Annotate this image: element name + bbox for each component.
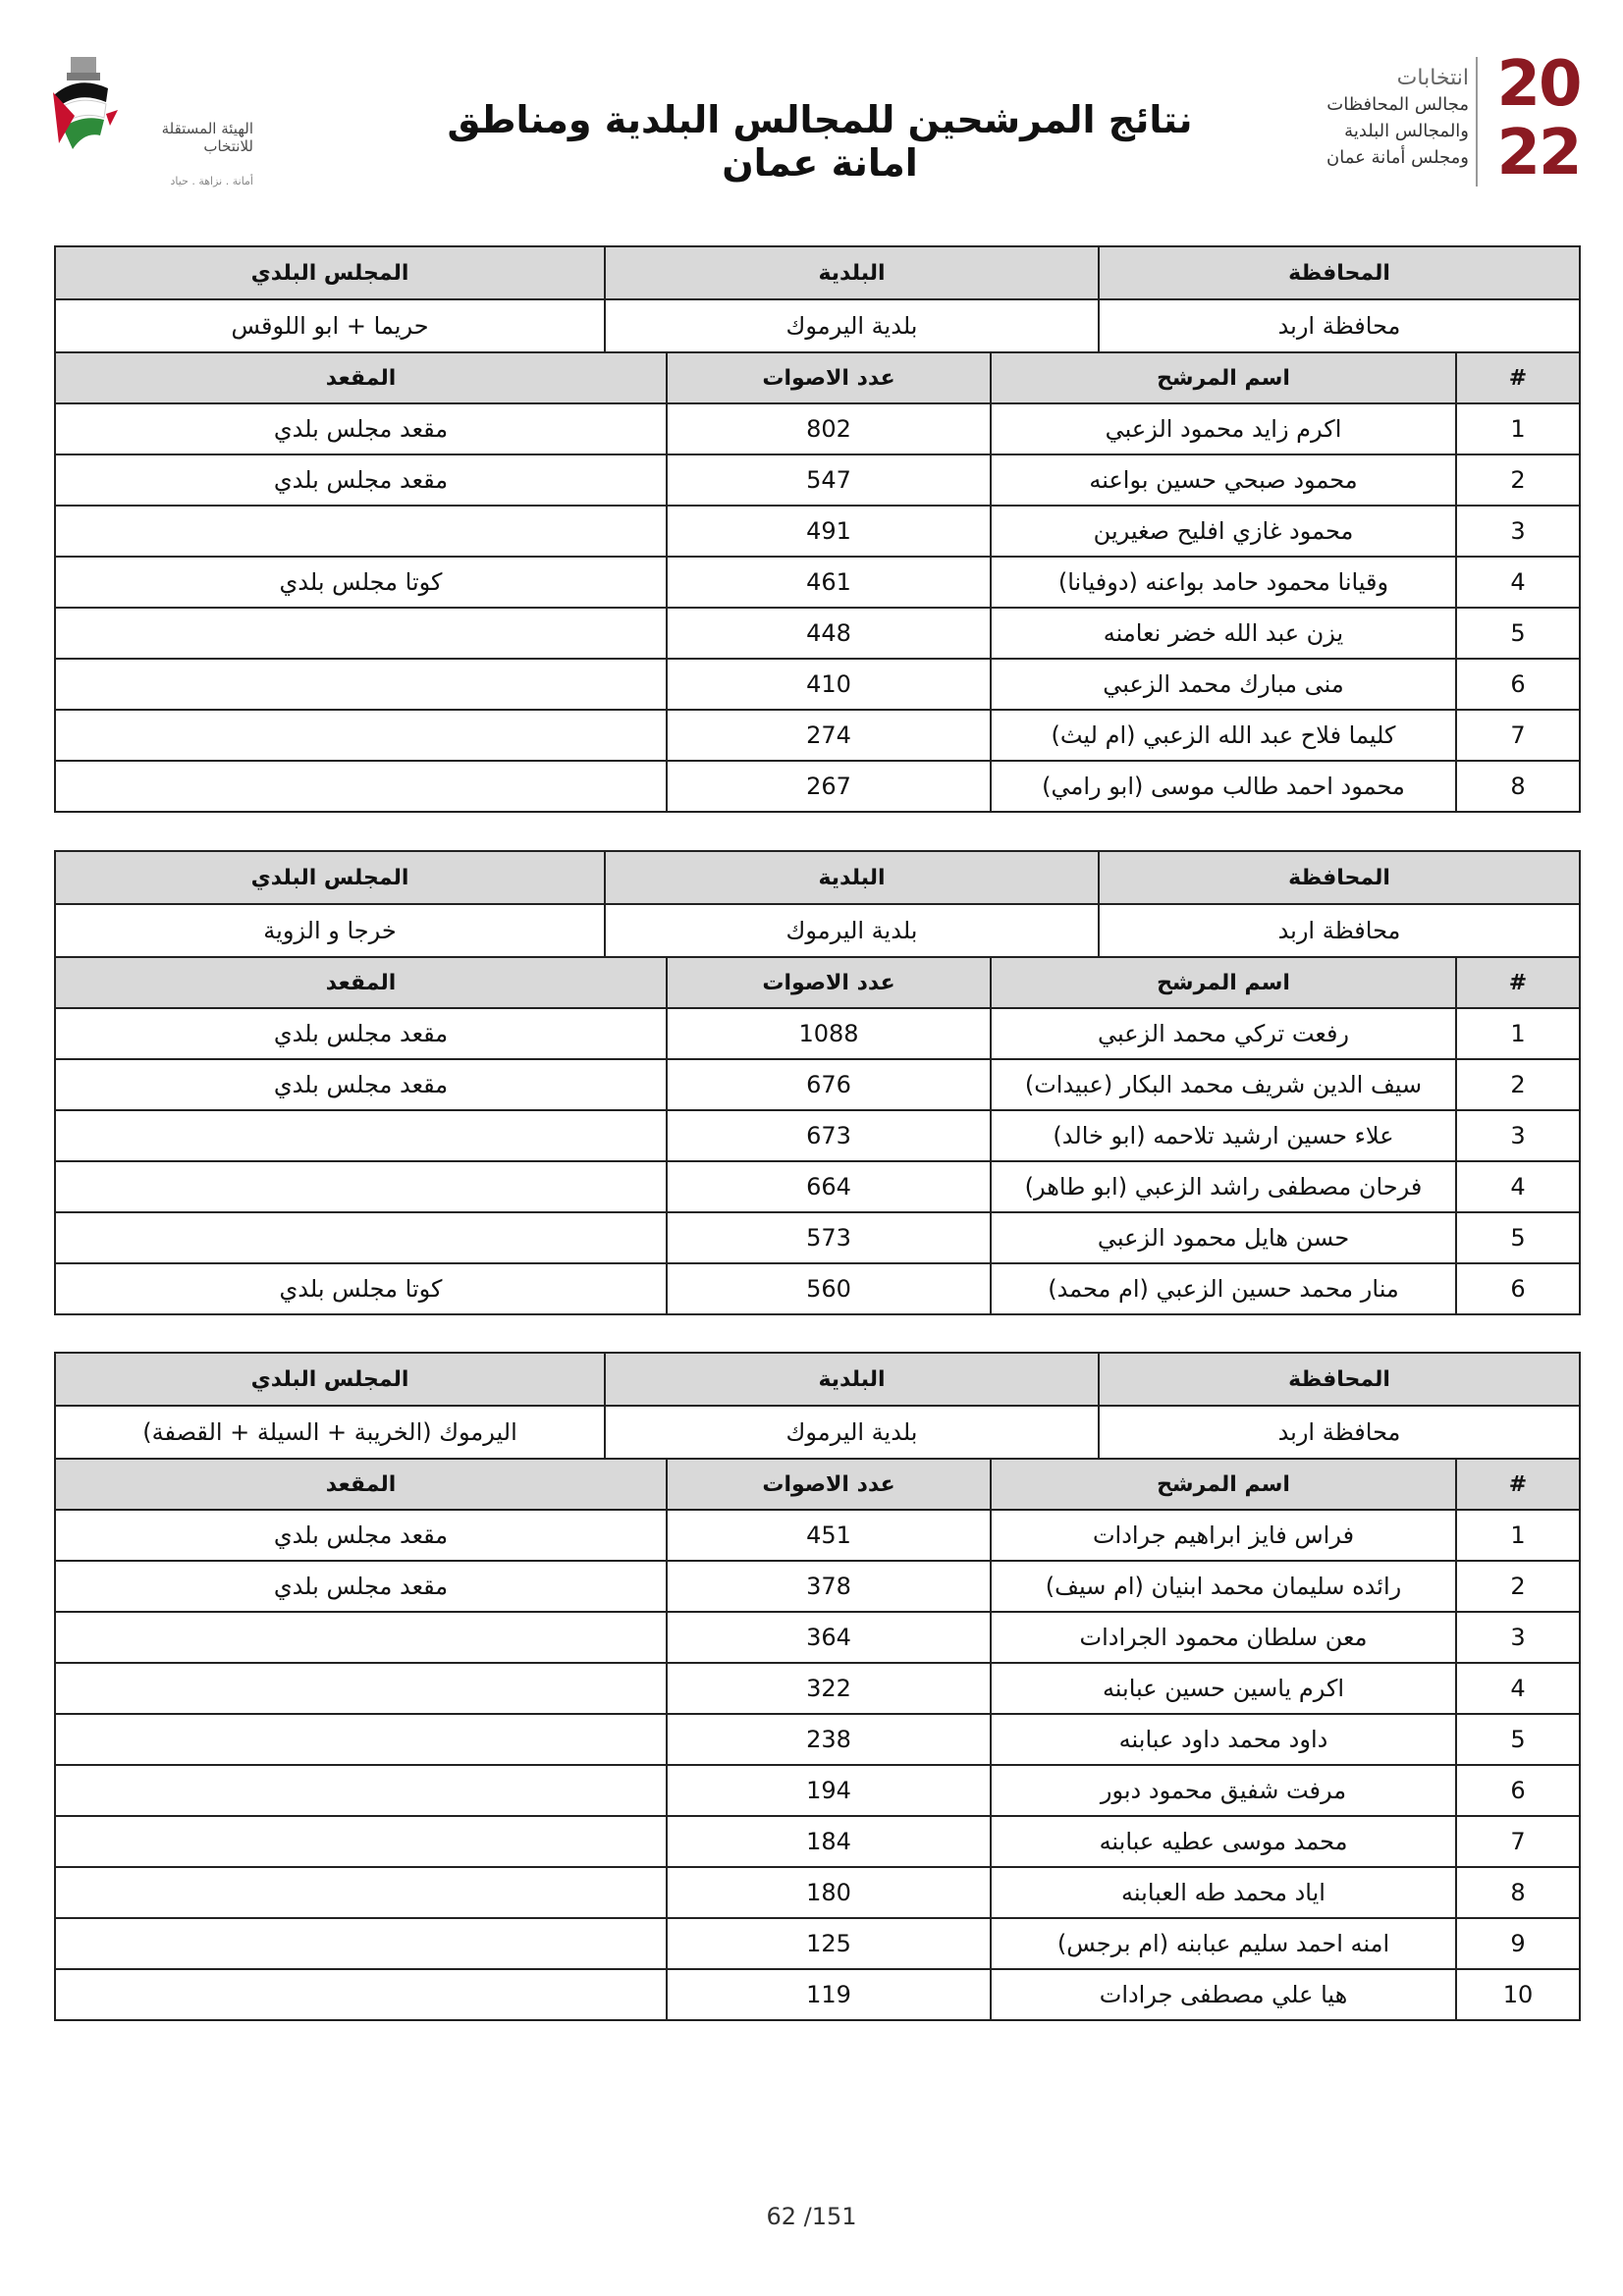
year-bottom: 22 (1496, 117, 1581, 189)
location-table (54, 245, 1581, 353)
seat-type (55, 1816, 667, 1867)
municipality-value: بلدية اليرموك (605, 1406, 1099, 1459)
table-row (55, 1161, 1580, 1212)
vote-count: 322 (667, 1663, 991, 1714)
elections-logo-line1: انتخابات (1396, 66, 1469, 90)
seat-type: مقعد مجلس بلدي (55, 454, 667, 506)
candidates-header-row (55, 352, 1580, 403)
elections-2022-logo (1296, 48, 1591, 198)
elections-logo-text (1296, 65, 1469, 171)
location-table (54, 1352, 1581, 1460)
row-number: 5 (1456, 608, 1580, 659)
elections-logo-line4: ومجلس أمانة عمان (1326, 147, 1469, 168)
vote-count: 802 (667, 403, 991, 454)
results-section (54, 245, 1579, 813)
seat-type (55, 1867, 667, 1918)
governorate-value: محافظة اربد (1099, 904, 1580, 957)
row-number: 2 (1456, 454, 1580, 506)
elections-logo-line3: والمجالس البلدية (1344, 121, 1469, 141)
governorate-header: المحافظة (1099, 851, 1580, 904)
vote-count: 267 (667, 761, 991, 812)
vote-count: 560 (667, 1263, 991, 1314)
council-header: المجلس البلدي (55, 851, 605, 904)
seat-header: المقعد (55, 957, 667, 1008)
candidate-name: محمود احمد طالب موسى (ابو رامي) (991, 761, 1456, 812)
row-number: 1 (1456, 403, 1580, 454)
candidate-name: محمود غازي افليح صغيرين (991, 506, 1456, 557)
vote-count: 573 (667, 1212, 991, 1263)
vote-count: 125 (667, 1918, 991, 1969)
table-row (55, 1765, 1580, 1816)
candidate-name: رائده سليمان محمد ابنيان (ام سيف) (991, 1561, 1456, 1612)
row-number: 8 (1456, 1867, 1580, 1918)
vote-count: 491 (667, 506, 991, 557)
vote-count: 378 (667, 1561, 991, 1612)
row-number: 6 (1456, 659, 1580, 710)
table-row (55, 1663, 1580, 1714)
seat-type (55, 1663, 667, 1714)
elections-logo-line2: مجالس المحافظات (1326, 94, 1469, 115)
results-section (54, 850, 1579, 1315)
location-header-row (55, 851, 1580, 904)
candidate-name: اكرم زايد محمود الزعبي (991, 403, 1456, 454)
governorate-header: المحافظة (1099, 246, 1580, 299)
candidate-header: اسم المرشح (991, 352, 1456, 403)
candidates-header-row (55, 957, 1580, 1008)
location-value-row (55, 904, 1580, 957)
candidate-name: هيا علي مصطفى جرادات (991, 1969, 1456, 2020)
table-row (55, 557, 1580, 608)
votes-header: عدد الاصوات (667, 1459, 991, 1510)
seat-type (55, 659, 667, 710)
seat-header: المقعد (55, 352, 667, 403)
council-value: حريما + ابو اللوقس (55, 299, 605, 352)
candidate-name: علاء حسين ارشيد تلاحمه (ابو خالد) (991, 1110, 1456, 1161)
row-number: 3 (1456, 1612, 1580, 1663)
table-row (55, 1263, 1580, 1314)
table-row (55, 1969, 1580, 2020)
row-number: 7 (1456, 1816, 1580, 1867)
iec-tagline: أمانة . نزاهة . حياد (170, 175, 253, 187)
vote-count: 194 (667, 1765, 991, 1816)
seat-type (55, 1918, 667, 1969)
table-row (55, 454, 1580, 506)
row-number: 4 (1456, 1663, 1580, 1714)
vote-count: 180 (667, 1867, 991, 1918)
vote-count: 238 (667, 1714, 991, 1765)
seat-type: مقعد مجلس بلدي (55, 403, 667, 454)
candidates-table (54, 956, 1581, 1315)
candidate-name: كليما فلاح عبد الله الزعبي (ام ليث) (991, 710, 1456, 761)
iec-logo (47, 51, 253, 198)
table-row (55, 1612, 1580, 1663)
row-number: 10 (1456, 1969, 1580, 2020)
council-header: المجلس البلدي (55, 1353, 605, 1406)
municipality-value: بلدية اليرموك (605, 904, 1099, 957)
council-value: خرجا و الزوية (55, 904, 605, 957)
table-row (55, 1110, 1580, 1161)
table-row (55, 1059, 1580, 1110)
row-number: 1 (1456, 1008, 1580, 1059)
seat-type (55, 1765, 667, 1816)
candidate-name: منى مبارك محمد الزعبي (991, 659, 1456, 710)
candidate-name: فرحان مصطفى راشد الزعبي (ابو طاهر) (991, 1161, 1456, 1212)
candidate-header: اسم المرشح (991, 957, 1456, 1008)
row-number: 2 (1456, 1059, 1580, 1110)
candidates-table (54, 351, 1581, 813)
row-number: 4 (1456, 1161, 1580, 1212)
seat-type (55, 710, 667, 761)
vote-count: 184 (667, 1816, 991, 1867)
seat-type (55, 1110, 667, 1161)
candidate-name: مرفت شفيق محمود دبور (991, 1765, 1456, 1816)
council-header: المجلس البلدي (55, 246, 605, 299)
row-number: 7 (1456, 710, 1580, 761)
seat-type: مقعد مجلس بلدي (55, 1510, 667, 1561)
candidate-name: وقيانا محمود حامد بواعنه (دوفيانا) (991, 557, 1456, 608)
table-row (55, 710, 1580, 761)
row-number: 1 (1456, 1510, 1580, 1561)
candidate-name: امنه احمد سليم عبابنه (ام برجس) (991, 1918, 1456, 1969)
location-value-row (55, 299, 1580, 352)
seat-header: المقعد (55, 1459, 667, 1510)
logo-divider (1476, 57, 1478, 187)
row-number: 9 (1456, 1918, 1580, 1969)
candidates-table (54, 1458, 1581, 2021)
vote-count: 119 (667, 1969, 991, 2020)
page-title: نتائج المرشحين للمجالس البلدية ومناطق امانة عمان (447, 98, 1193, 185)
table-row (55, 1714, 1580, 1765)
candidate-header: اسم المرشح (991, 1459, 1456, 1510)
table-row (55, 1510, 1580, 1561)
municipality-value: بلدية اليرموك (605, 299, 1099, 352)
seat-type (55, 1161, 667, 1212)
location-header-row (55, 246, 1580, 299)
seat-type: مقعد مجلس بلدي (55, 1059, 667, 1110)
candidate-name: اياد محمد طه العبابنه (991, 1867, 1456, 1918)
row-number: 5 (1456, 1212, 1580, 1263)
iec-name (116, 120, 253, 155)
candidate-name: منار محمد حسين الزعبي (ام محمد) (991, 1263, 1456, 1314)
table-row (55, 1561, 1580, 1612)
candidates-header-row (55, 1459, 1580, 1510)
candidate-name: فراس فايز ابراهيم جرادات (991, 1510, 1456, 1561)
candidate-name: حسن هايل محمود الزعبي (991, 1212, 1456, 1263)
vote-count: 410 (667, 659, 991, 710)
table-row (55, 608, 1580, 659)
table-row (55, 403, 1580, 454)
location-table (54, 850, 1581, 958)
seat-type (55, 506, 667, 557)
governorate-value: محافظة اربد (1099, 1406, 1580, 1459)
vote-count: 364 (667, 1612, 991, 1663)
governorate-header: المحافظة (1099, 1353, 1580, 1406)
candidate-name: معن سلطان محمود الجرادات (991, 1612, 1456, 1663)
seat-type (55, 1612, 667, 1663)
seat-type (55, 761, 667, 812)
candidate-name: داود محمد داود عبابنه (991, 1714, 1456, 1765)
seat-type: مقعد مجلس بلدي (55, 1008, 667, 1059)
row-number: 3 (1456, 1110, 1580, 1161)
candidate-name: يزن عبد الله خضر نعامنه (991, 608, 1456, 659)
table-row (55, 506, 1580, 557)
votes-header: عدد الاصوات (667, 957, 991, 1008)
iec-name-line2: للانتخاب (203, 137, 253, 155)
seat-type (55, 1969, 667, 2020)
results-section (54, 1352, 1579, 2021)
vote-count: 274 (667, 710, 991, 761)
row-number: 3 (1456, 506, 1580, 557)
iec-name-line1: الهيئة المستقلة (161, 120, 253, 137)
municipality-header: البلدية (605, 851, 1099, 904)
year-top: 20 (1496, 48, 1581, 121)
seat-type: كوتا مجلس بلدي (55, 557, 667, 608)
table-row (55, 1008, 1580, 1059)
row-number: 8 (1456, 761, 1580, 812)
table-row (55, 761, 1580, 812)
vote-count: 676 (667, 1059, 991, 1110)
governorate-value: محافظة اربد (1099, 299, 1580, 352)
seat-type (55, 608, 667, 659)
location-value-row (55, 1406, 1580, 1459)
table-row (55, 1867, 1580, 1918)
candidate-name: محمود صبحي حسين بواعنه (991, 454, 1456, 506)
row-number: 5 (1456, 1714, 1580, 1765)
table-row (55, 659, 1580, 710)
row-number: 6 (1456, 1765, 1580, 1816)
vote-count: 664 (667, 1161, 991, 1212)
seat-type: كوتا مجلس بلدي (55, 1263, 667, 1314)
municipality-header: البلدية (605, 1353, 1099, 1406)
municipality-header: البلدية (605, 246, 1099, 299)
vote-count: 461 (667, 557, 991, 608)
number-header: # (1456, 1459, 1580, 1510)
vote-count: 673 (667, 1110, 991, 1161)
vote-count: 1088 (667, 1008, 991, 1059)
number-header: # (1456, 957, 1580, 1008)
table-row (55, 1212, 1580, 1263)
vote-count: 547 (667, 454, 991, 506)
candidate-name: سيف الدين شريف محمد البكار (عبيدات) (991, 1059, 1456, 1110)
council-value: اليرموك (الخريبة + السيلة + القصفة) (55, 1406, 605, 1459)
row-number: 6 (1456, 1263, 1580, 1314)
location-header-row (55, 1353, 1580, 1406)
candidate-name: محمد موسى عطيه عبابنه (991, 1816, 1456, 1867)
vote-count: 451 (667, 1510, 991, 1561)
page-number: 62 /151 (766, 2203, 857, 2230)
page-header (0, 0, 1623, 226)
seat-type (55, 1714, 667, 1765)
row-number: 4 (1456, 557, 1580, 608)
seat-type (55, 1212, 667, 1263)
votes-header: عدد الاصوات (667, 352, 991, 403)
seat-type: مقعد مجلس بلدي (55, 1561, 667, 1612)
row-number: 2 (1456, 1561, 1580, 1612)
table-row (55, 1918, 1580, 1969)
table-row (55, 1816, 1580, 1867)
number-header: # (1456, 352, 1580, 403)
candidate-name: رفعت تركي محمد الزعبي (991, 1008, 1456, 1059)
vote-count: 448 (667, 608, 991, 659)
candidate-name: اكرم ياسين حسين عبابنه (991, 1663, 1456, 1714)
